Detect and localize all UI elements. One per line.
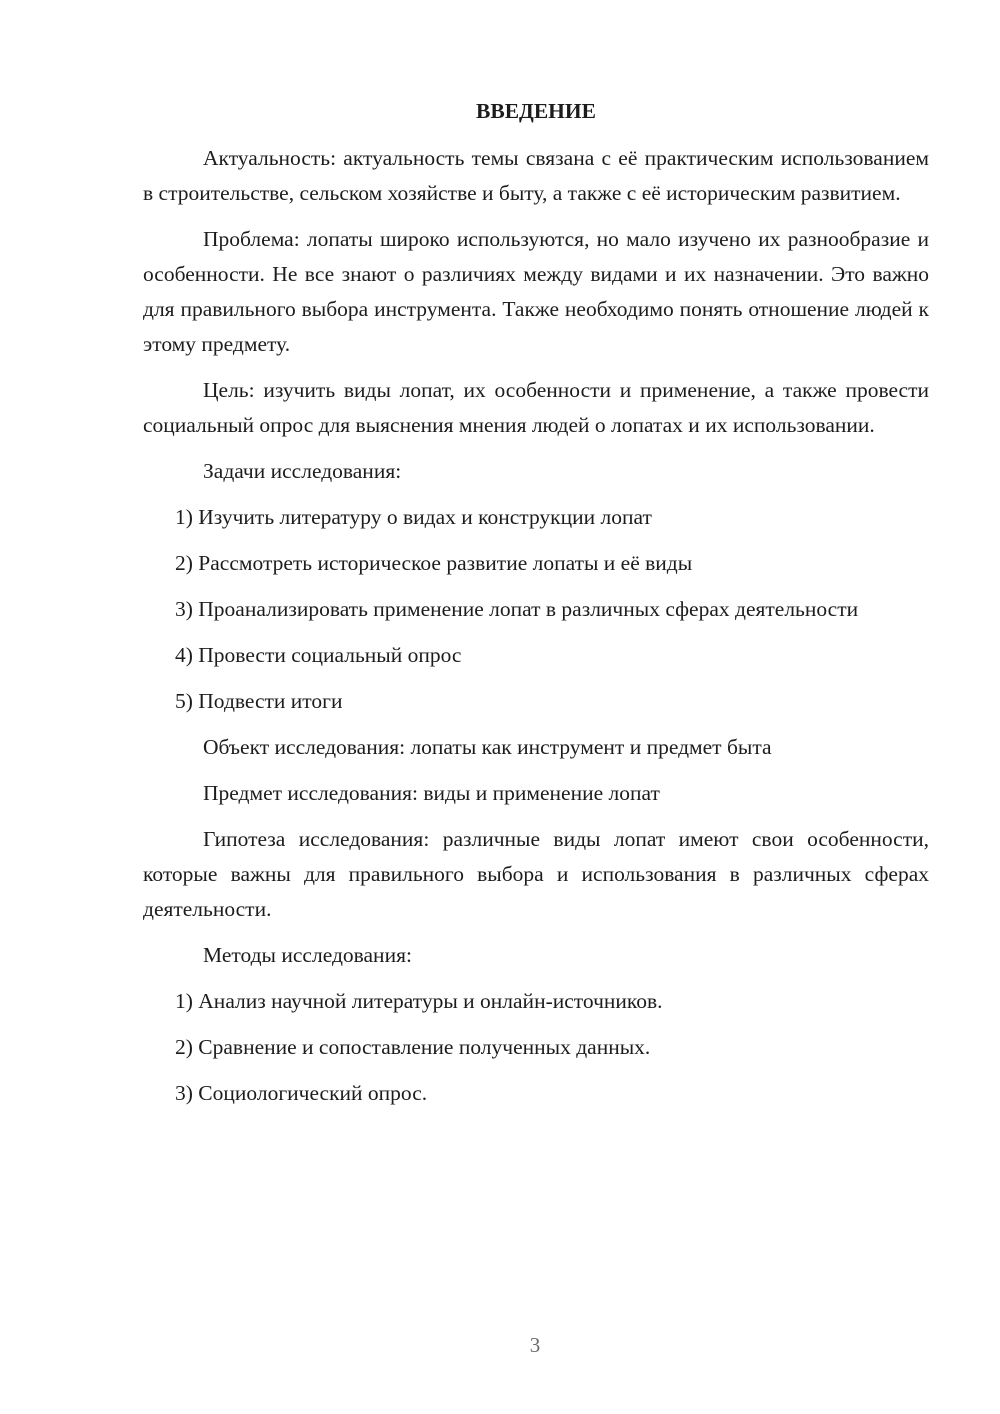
relevance-paragraph: Актуальность: актуальность темы связана с её практическим использованием в строительстве, сельском хозяйстве и быту, а также с её историческим развитием. <box>143 146 929 205</box>
method-item-3: 3) Социологический опрос. <box>175 1081 428 1105</box>
task-item-2: 2) Рассмотреть историческое развитие лопаты и её виды <box>175 551 693 575</box>
problem-paragraph: Проблема: лопаты широко используются, но мало изучено их разнообразие и особенности. Не все знают о различиях между видами и их назначении. Это важно для правильного выбора инструмента. Также необходимо понять отношение людей к этому предмету. <box>143 227 929 356</box>
methods-heading: Методы исследования: <box>203 943 412 967</box>
task-item-3: 3) Проанализировать применение лопат в различных сферах деятельности <box>175 597 859 621</box>
method-item-1: 1) Анализ научной литературы и онлайн-источников. <box>175 989 663 1013</box>
task-item-5: 5) Подвести итоги <box>175 689 343 713</box>
subject-line: Предмет исследования: виды и применение лопат <box>203 781 660 805</box>
method-item-2: 2) Сравнение и сопоставление полученных данных. <box>175 1035 651 1059</box>
goal-paragraph: Цель: изучить виды лопат, их особенности и применение, а также провести социальный опрос для выяснения мнения людей о лопатах и их использовании. <box>143 378 929 437</box>
section-title: ВВЕДЕНИЕ <box>476 99 596 123</box>
document-page <box>143 94 929 1122</box>
task-item-4: 4) Провести социальный опрос <box>175 643 462 667</box>
page-number: 3 <box>529 1333 541 1357</box>
hypothesis-paragraph: Гипотеза исследования: различные виды лопат имеют свои особенности, которые важны для правильного выбора и использования в различных сферах деятельности. <box>143 827 929 921</box>
tasks-heading: Задачи исследования: <box>203 459 402 483</box>
object-line: Объект исследования: лопаты как инструмент и предмет быта <box>203 735 772 759</box>
task-item-1: 1) Изучить литературу о видах и конструкции лопат <box>175 505 652 529</box>
